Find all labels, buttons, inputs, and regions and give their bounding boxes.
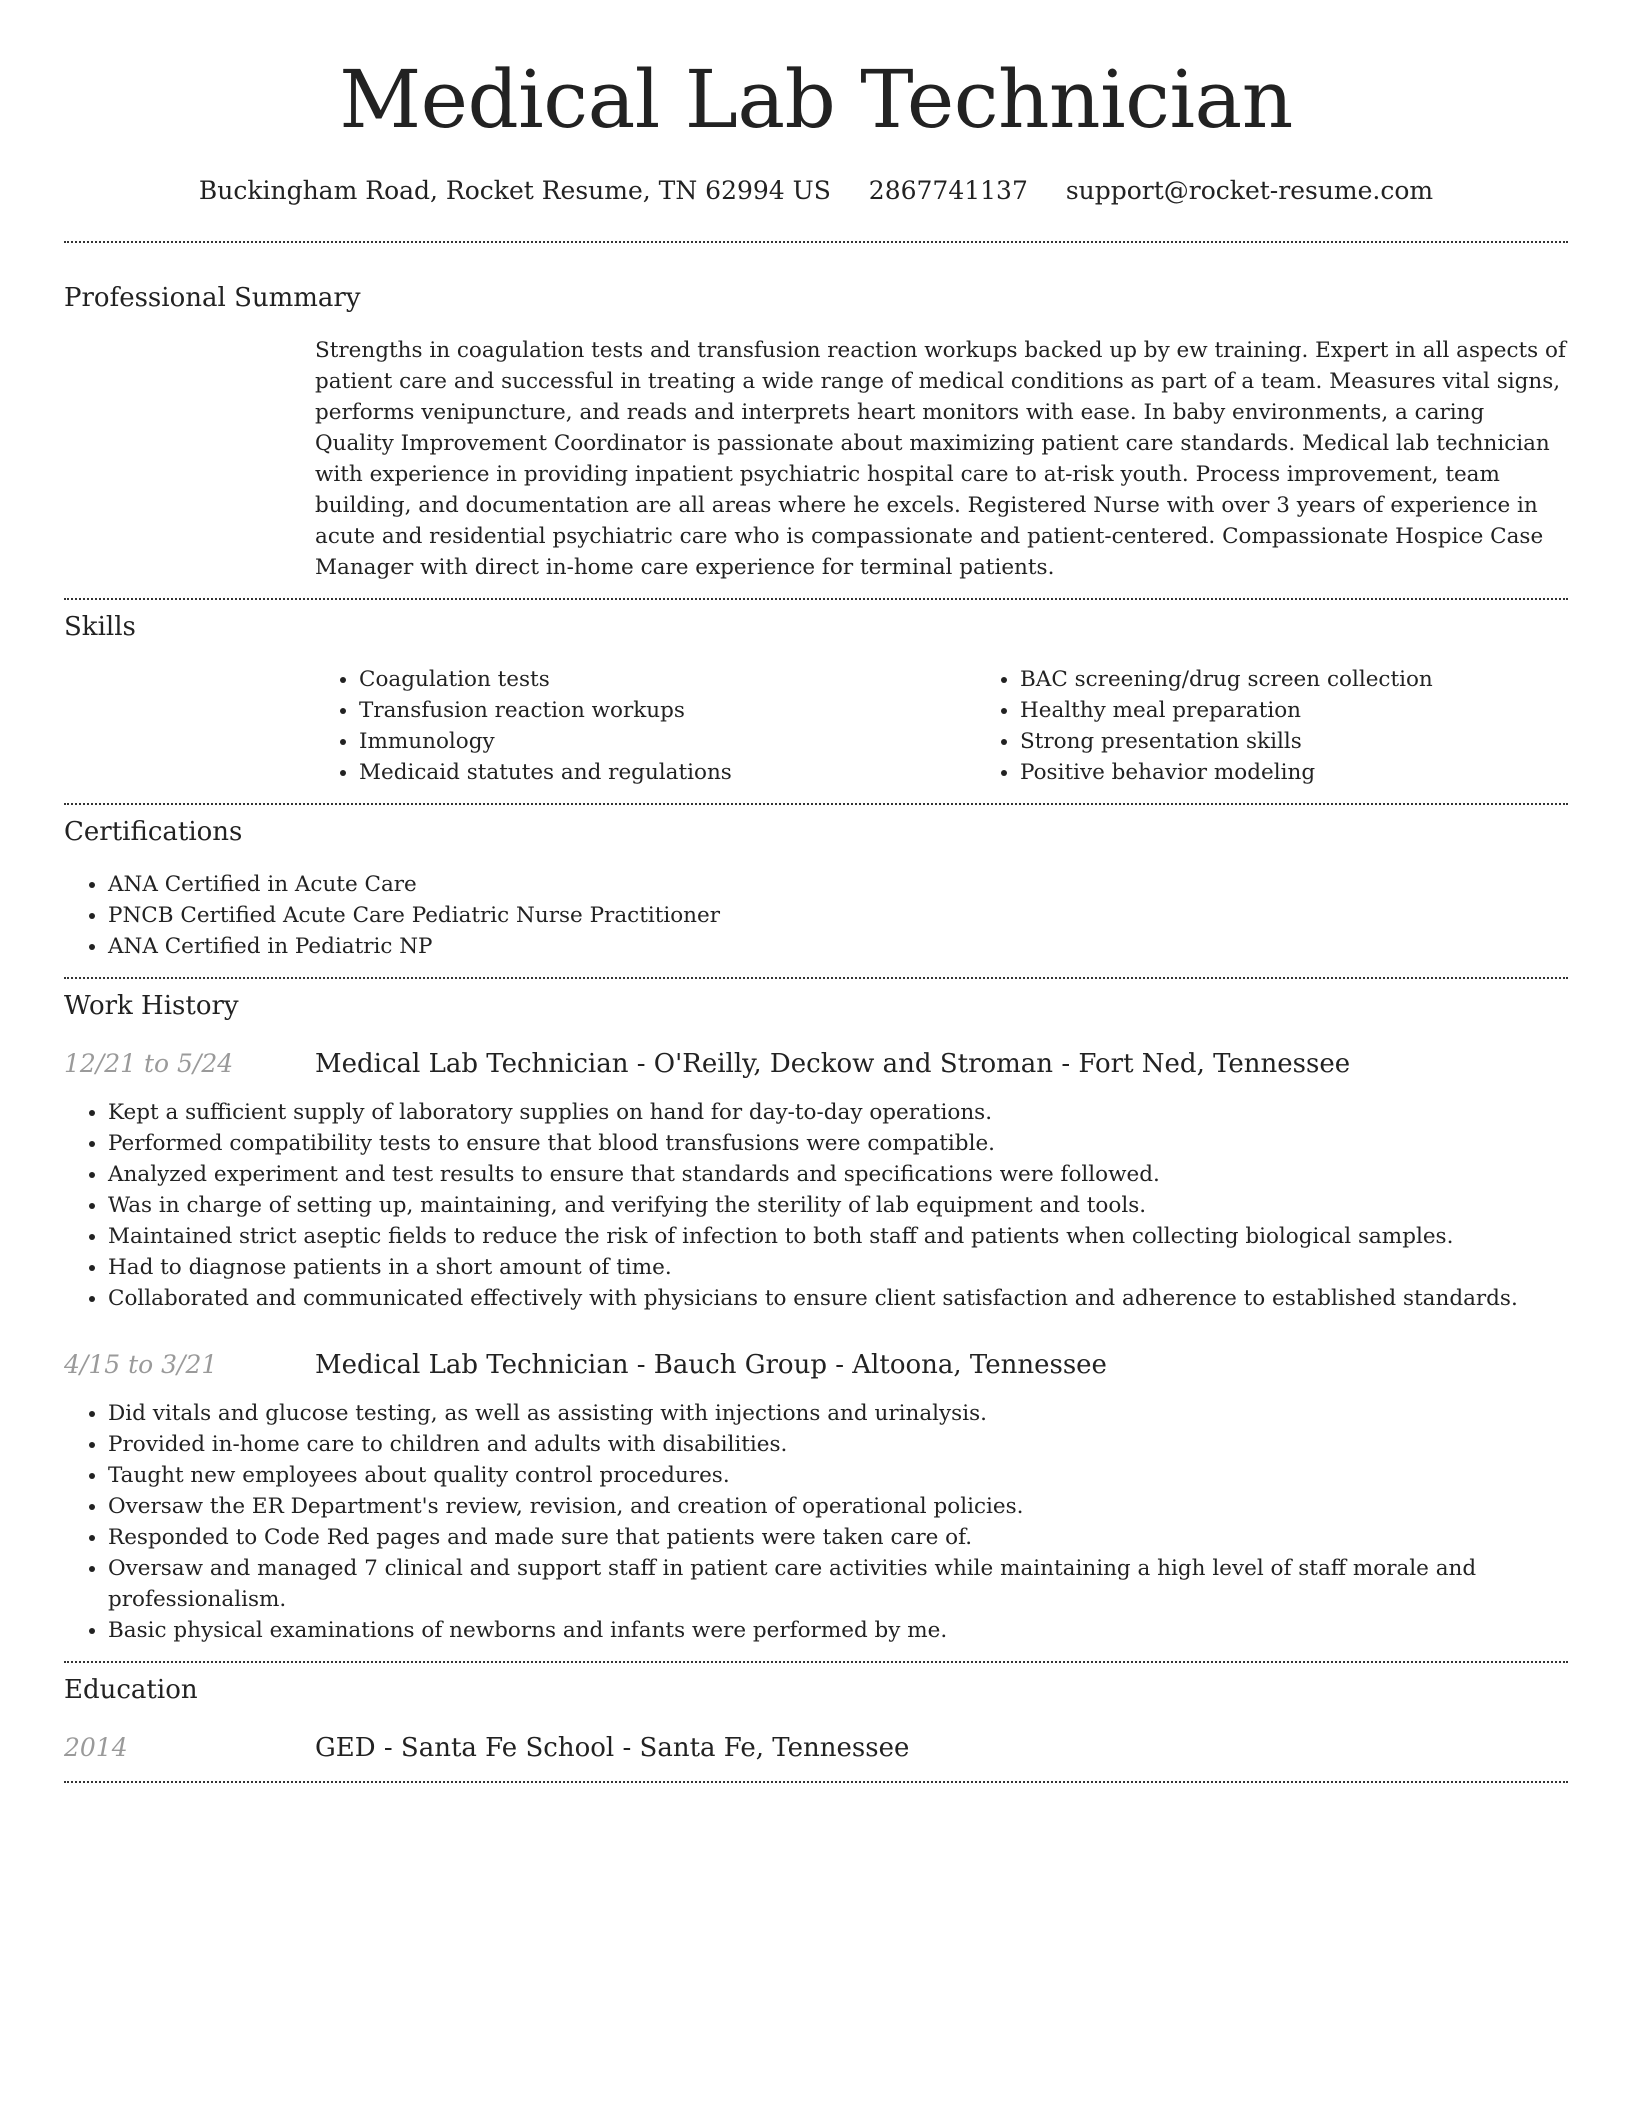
job-bullet: • Basic physical examinations of newborns and infants were performed by me.	[108, 1615, 1568, 1646]
divider	[64, 598, 1568, 600]
contact-address: Buckingham Road, Rocket Resume, TN 62994 US	[198, 176, 831, 205]
skills-title: Skills	[64, 612, 136, 642]
skill-item: • Healthy meal preparation	[1020, 695, 1632, 726]
job-bullet: • Did vitals and glucose testing, as well as assisting with injections and urinalysis.	[108, 1398, 1568, 1429]
certifications-list	[64, 869, 1568, 962]
job-bullet: • Maintained strict aseptic fields to reduce the risk of infection to both staff and patients when collecting biological samples.	[108, 1221, 1568, 1252]
education-title: Education	[64, 1675, 198, 1705]
job-bullet: • Analyzed experiment and test results to ensure that standards and specifications were followed.	[108, 1159, 1568, 1190]
job-header	[64, 1049, 1568, 1079]
skills-grid	[315, 664, 1568, 788]
divider	[64, 977, 1568, 979]
contact-email: support@rocket-resume.com	[1065, 176, 1434, 205]
work-history-title: Work History	[64, 991, 239, 1021]
job-bullet: • Kept a sufficient supply of laboratory supplies on hand for day-to-day operations.	[108, 1097, 1568, 1128]
certifications-title: Certifications	[64, 817, 243, 847]
job-entry	[64, 1350, 1568, 1646]
divider	[64, 803, 1568, 805]
job-heading: Medical Lab Technician - Bauch Group - Altoona, Tennessee	[315, 1350, 1107, 1380]
skills-list-left	[315, 664, 976, 788]
skills-section	[64, 612, 1568, 788]
divider	[64, 1661, 1568, 1663]
job-bullet: • Provided in-home care to children and adults with disabilities.	[108, 1429, 1568, 1460]
certification-item: • ANA Certified in Pediatric NP	[108, 931, 1568, 962]
contact-phone: 2867741137	[868, 176, 1028, 205]
contact-line	[64, 176, 1568, 205]
job-bullets	[64, 1398, 1568, 1646]
skill-item: • Transfusion reaction workups	[359, 695, 976, 726]
job-bullets	[64, 1097, 1568, 1314]
job-bullet: • Collaborated and communicated effectively with physicians to ensure client satisfaction and adherence to established standards.	[108, 1283, 1568, 1314]
job-bullet: • Responded to Code Red pages and made sure that patients were taken care of.	[108, 1522, 1568, 1553]
skill-item: • Strong presentation skills	[1020, 726, 1632, 757]
skills-list-right	[976, 664, 1632, 788]
certification-item: • PNCB Certified Acute Care Pediatric Nurse Practitioner	[108, 900, 1568, 931]
job-header	[64, 1350, 1568, 1380]
job-heading: Medical Lab Technician - O'Reilly, Deckow and Stroman - Fort Ned, Tennessee	[315, 1049, 1351, 1079]
resume-name: Medical Lab Technician	[339, 53, 1293, 146]
job-dates: 12/21 to 5/24	[64, 1049, 234, 1078]
education-section	[64, 1675, 1568, 1763]
skill-item: • Positive behavior modeling	[1020, 757, 1632, 788]
summary-text: Strengths in coagulation tests and transfusion reaction workups backed up by ew training. Expert in all aspects of patient care and successful in treating a wide range of medical conditions as part of a team. Measures vital signs, performs venipuncture, and reads and interprets heart monitors with ease. In baby environments, a caring Quality Improvement Coordinator is passionate about maximizing patient care standards. Medical lab technician with experience in providing inpatient psychiatric hospital care to at-risk youth. Process improvement, team building, and documentation are all areas where he excels. Registered Nurse with over 3 years of experience in acute and residential psychiatric care who is compassionate and patient-centered. Compassionate Hospice Case Manager with direct in-home care experience for terminal patients.	[315, 338, 1566, 580]
divider	[64, 1781, 1568, 1783]
divider	[64, 241, 1568, 243]
education-heading: GED - Santa Fe School - Santa Fe, Tennessee	[315, 1733, 910, 1763]
job-bullet: • Taught new employees about quality control procedures.	[108, 1460, 1568, 1491]
job-bullet: • Oversaw the ER Department's review, revision, and creation of operational policies.	[108, 1491, 1568, 1522]
certification-item: • ANA Certified in Acute Care	[108, 869, 1568, 900]
skill-item: • Immunology	[359, 726, 976, 757]
work-history-section	[64, 991, 1568, 1646]
skill-item: • BAC screening/drug screen collection	[1020, 664, 1632, 695]
job-bullet: • Oversaw and managed 7 clinical and support staff in patient care activities while maintaining a high level of staff morale and professionalism.	[108, 1553, 1568, 1615]
job-bullet: • Was in charge of setting up, maintaining, and verifying the sterility of lab equipment and tools.	[108, 1190, 1568, 1221]
summary-title: Professional Summary	[64, 283, 361, 313]
job-dates: 4/15 to 3/21	[64, 1350, 218, 1379]
job-bullet: • Performed compatibility tests to ensure that blood transfusions were compatible.	[108, 1128, 1568, 1159]
certifications-section	[64, 817, 1568, 962]
education-entry	[64, 1733, 1568, 1763]
skill-item: • Medicaid statutes and regulations	[359, 757, 976, 788]
job-bullet: • Had to diagnose patients in a short amount of time.	[108, 1252, 1568, 1283]
summary-section	[64, 283, 1568, 583]
skill-item: • Coagulation tests	[359, 664, 976, 695]
job-entry	[64, 1049, 1568, 1314]
education-date: 2014	[64, 1733, 128, 1762]
